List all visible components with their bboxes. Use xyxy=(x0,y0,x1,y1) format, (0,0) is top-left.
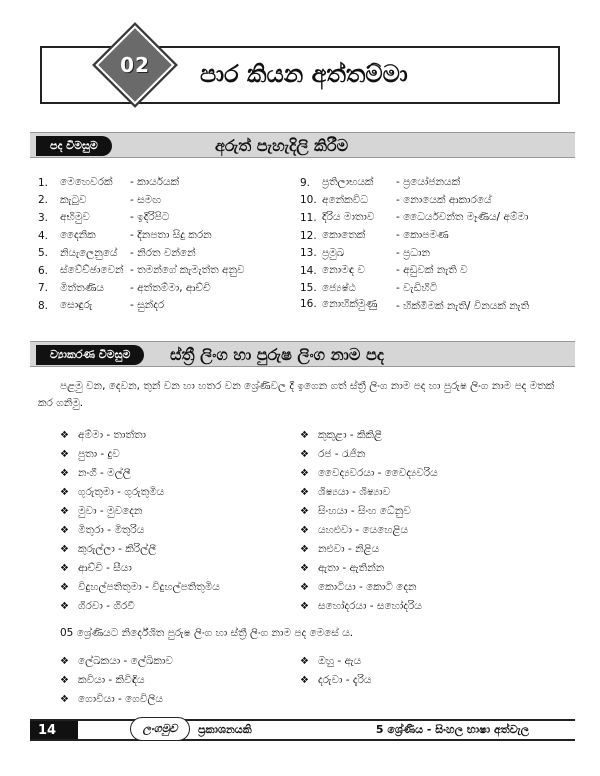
bullet-icon: ❖ xyxy=(300,582,309,593)
list-item: ❖ ගොවියා - ගෙවිලිය xyxy=(60,693,163,705)
page-footer xyxy=(30,719,575,741)
bullet-icon: ❖ xyxy=(60,675,69,686)
bullet-icon: ❖ xyxy=(60,487,69,498)
list-item: ❖ අම්මා - තාත්තා xyxy=(60,429,146,441)
list-item: ❖ සහෝදරයා - සහෝදරිය xyxy=(300,600,422,612)
publisher-label: ප්‍රකාශනයකි xyxy=(198,723,252,736)
list-item: ❖ මිතුරා - මිතුරිය xyxy=(60,524,145,536)
bullet-icon: ❖ xyxy=(60,601,69,612)
list-item: ❖ කොටියා - කොටි දෙන xyxy=(300,581,417,593)
list-item: ❖ ලේඛකයා - ලේඛිකාව xyxy=(60,655,173,667)
bullet-icon: ❖ xyxy=(300,449,309,460)
vocab-section-bar xyxy=(30,132,575,158)
lesson-number: 02 xyxy=(120,53,150,77)
list-item: ❖ කවියා - කිවිඳිය xyxy=(60,674,145,686)
bullet-icon: ❖ xyxy=(300,601,309,612)
vocab-section-title: අරුත් පැහැදිලි කිරීම xyxy=(215,136,349,155)
vocab-item: 9. ප්‍රතිලාභයක් - ප්‍රයෝජනයක් xyxy=(300,176,461,189)
vocab-item: 16. නොහික්මුණු - හික්මීමක් නැති/ විනයක් නැති xyxy=(300,298,530,313)
grammar-section-bar xyxy=(30,341,575,367)
vocab-item: 4. දෛනික - දිනපතා සිදු කරන xyxy=(38,229,212,242)
publisher-logo: ලංගමුව xyxy=(130,717,190,741)
list-item: ❖ කුකුළා - කිකිළී xyxy=(300,429,383,441)
grammar-section-tag: ව්‍යාකරණ විමසුම xyxy=(36,345,144,365)
grammar-note: 05 ශ්‍රේණියට නිර්දේශිත පුරුෂ ලිංග හා ස්ත්‍රී ලිංග නාම පද මෙසේ ය. xyxy=(60,627,354,639)
gender-pairs-left xyxy=(60,426,220,616)
lesson-title: පාර කියන අත්තම්මා xyxy=(200,60,408,88)
vocab-item: 10. අනේකවිධ - නොයෙක් ආකාරයේ xyxy=(300,193,492,207)
list-item: ❖ යහළුවා - යෙහෙළිය xyxy=(300,524,409,536)
bullet-icon: ❖ xyxy=(300,563,309,574)
vocab-item: 14. නොමඳ ව - අඩුවක් නැති ව xyxy=(300,264,468,277)
list-item: ❖ කුරුල්ලා - කිරිල්ලී xyxy=(60,543,157,555)
gender-pairs-right xyxy=(300,426,438,616)
bullet-icon: ❖ xyxy=(300,506,309,517)
grade5-pairs-right xyxy=(300,652,371,690)
vocab-item: 6. ස්වේච්ඡාවෙන් - තමන්ගේ කැමැත්ත අනුව xyxy=(38,264,245,277)
bullet-icon: ❖ xyxy=(300,430,309,441)
bullet-icon: ❖ xyxy=(60,544,69,555)
bullet-icon: ❖ xyxy=(300,544,309,555)
bullet-icon: ❖ xyxy=(300,487,309,498)
vocab-list-right xyxy=(300,174,546,331)
list-item: ❖ ඔහු - ඇය xyxy=(300,655,362,667)
vocab-item: 12. කොතෙක් - කොපමණ xyxy=(300,229,449,242)
list-item: ❖ පුතා - දුව xyxy=(60,448,120,460)
vocab-item: 11. දිරිය මාතාව - ධෛර්යවන්ත මෑණිය/ අම්මා xyxy=(300,211,529,224)
vocab-item: 8. සොඳුරු - සුන්දර xyxy=(38,299,165,312)
bullet-icon: ❖ xyxy=(60,449,69,460)
list-item: ❖ දරුවා - දැරිය xyxy=(300,674,372,686)
list-item: ❖ ශිෂ්‍යයා - ශිෂ්‍යාව xyxy=(300,486,391,498)
grammar-intro: පළමු වන, දෙවන, තුන් වන හා හතර වන ශ්‍රේණිවල දී ඉගෙන ගත් ස්ත්‍රී ලිංග නාම පද හා පුරුෂ ලිංග නාම පද මතක් කර ගනිමු. xyxy=(38,380,555,409)
bullet-icon: ❖ xyxy=(60,694,69,705)
list-item: ❖ ගිරවා - ගිරවී xyxy=(60,600,135,612)
vocab-item: 3. අභිමුව - ඉදිරිපිට xyxy=(38,211,170,224)
vocab-item: 5. නියැලෙනුයේ - නිරත වන්නේ xyxy=(38,246,196,260)
vocab-list-left xyxy=(38,174,245,315)
list-item: ❖ ඇතා - ඇතින්න xyxy=(300,562,385,574)
bullet-icon: ❖ xyxy=(300,468,309,479)
bullet-icon: ❖ xyxy=(300,525,309,536)
bullet-icon: ❖ xyxy=(60,656,69,667)
list-item: ❖ මුවා - මුවදෙන xyxy=(60,505,143,517)
bullet-icon: ❖ xyxy=(300,675,309,686)
vocab-item: 2. කැටුව - සමඟ xyxy=(38,193,162,207)
page-number: 14 xyxy=(30,721,78,739)
bullet-icon: ❖ xyxy=(60,468,69,479)
bullet-icon: ❖ xyxy=(60,563,69,574)
grade5-pairs-left xyxy=(60,652,173,709)
vocab-item: 15. ජ්‍යෙෂ්ඨ - වැඩිහිටි xyxy=(300,281,438,295)
bullet-icon: ❖ xyxy=(60,430,69,441)
list-item: ❖ ගුරුතුමා - ගුරුතුමිය xyxy=(60,486,165,498)
list-item: ❖ නංගී - මල්ලී xyxy=(60,467,131,479)
bullet-icon: ❖ xyxy=(300,656,309,667)
bullet-icon: ❖ xyxy=(60,506,69,517)
list-item: ❖ ආච්චි - සීයා xyxy=(60,562,132,574)
vocab-item: 1. මෙහෙවරක් - කාර්යයක් xyxy=(38,176,180,189)
bullet-icon: ❖ xyxy=(60,525,69,536)
list-item: ❖ සිංහයා - සිංහ ධේනුව xyxy=(300,505,411,517)
list-item: ❖ නළුවා - නිළිය xyxy=(300,543,380,555)
lesson-number-badge xyxy=(100,30,170,100)
grammar-section-title: ස්ත්‍රී ලිංග හා පුරුෂ ලිංග නාම පද xyxy=(170,345,384,364)
vocab-item: 13. ප්‍රමුඛ - ප්‍රධාන xyxy=(300,246,430,260)
book-title: 5 ශ්‍රේණිය - සිංහල භාෂා අත්වැල xyxy=(375,723,530,736)
bullet-icon: ❖ xyxy=(60,582,69,593)
vocab-item: 7. මිත්තණිය - අත්තම්මා, ආච්චි xyxy=(38,281,211,295)
list-item: ❖ වෛද්‍යවරයා - වෛද්‍යවරිය xyxy=(300,467,438,479)
list-item: ❖ රජ - රැජින xyxy=(300,448,366,460)
vocab-section-tag: පද විමසුම xyxy=(36,136,112,156)
list-item: ❖ විදුහල්පතිතුමා - විදුහල්පතිතුමිය xyxy=(60,581,220,593)
